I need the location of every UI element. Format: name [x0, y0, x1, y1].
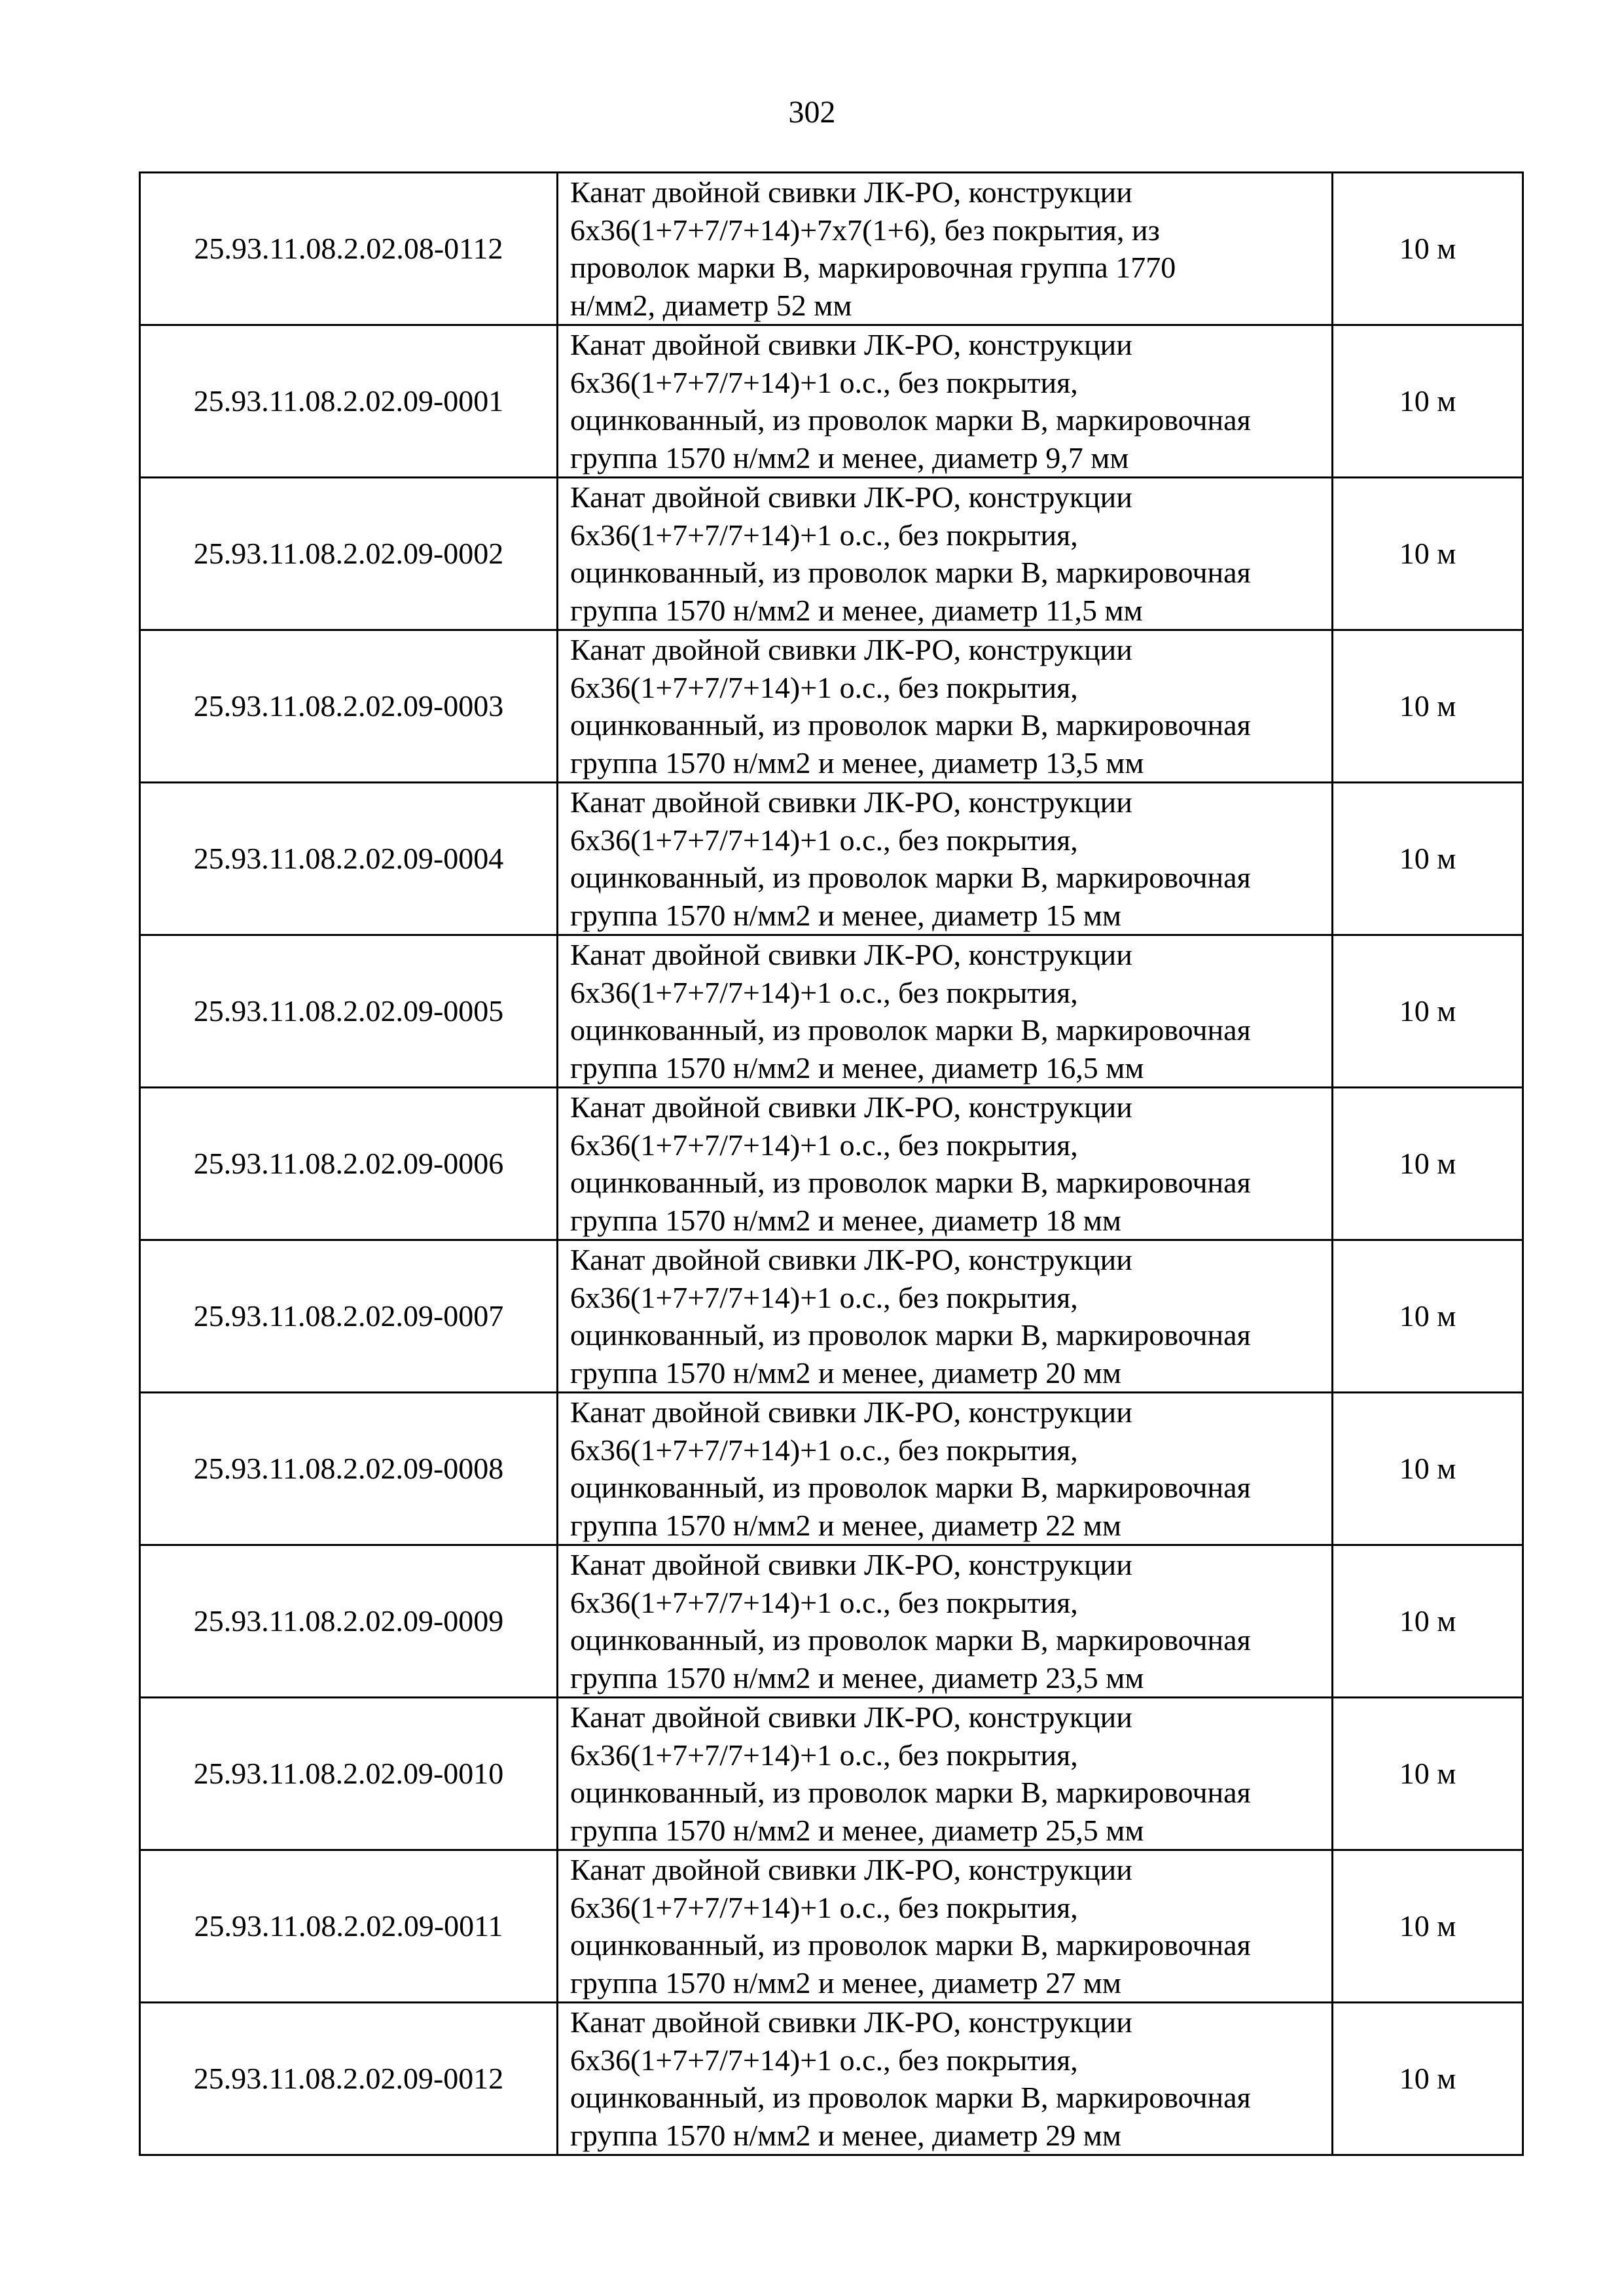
resource-description-cell [558, 478, 1333, 630]
description-line: Канат двойной свивки ЛК-РО, конструкции [570, 785, 1132, 819]
unit-cell: 10 м [1333, 478, 1523, 630]
description-line: Канат двойной свивки ЛК-РО, конструкции [570, 633, 1132, 666]
description-line: 6х36(1+7+7/7+14)+1 о.с., без покрытия, [570, 518, 1078, 552]
description-line: 6х36(1+7+7/7+14)+1 о.с., без покрытия, [570, 1585, 1078, 1619]
resource-code-cell: 25.93.11.08.2.02.09-0009 [140, 1545, 558, 1698]
resource-description-cell [558, 1545, 1333, 1698]
table-row [140, 325, 1523, 478]
description-line: группа 1570 н/мм2 и менее, диаметр 18 мм [570, 1203, 1121, 1237]
unit-cell: 10 м [1333, 935, 1523, 1088]
resource-description-cell [558, 1240, 1333, 1393]
description-line: оцинкованный, из проволок марки В, маркировочная [570, 2081, 1251, 2114]
resource-code-cell: 25.93.11.08.2.02.09-0012 [140, 2003, 558, 2155]
resource-table [139, 171, 1524, 2156]
description-line: проволок марки В, маркировочная группа 1770 [570, 251, 1176, 284]
description-line: Канат двойной свивки ЛК-РО, конструкции [570, 1548, 1132, 1581]
description-line: Канат двойной свивки ЛК-РО, конструкции [570, 1853, 1132, 1886]
unit-cell: 10 м [1333, 325, 1523, 478]
unit-cell: 10 м [1333, 1698, 1523, 1850]
table-row [140, 935, 1523, 1088]
resource-code-cell: 25.93.11.08.2.02.09-0005 [140, 935, 558, 1088]
unit-cell: 10 м [1333, 173, 1523, 325]
resource-code-cell: 25.93.11.08.2.02.09-0003 [140, 630, 558, 783]
description-line: оцинкованный, из проволок марки В, маркировочная [570, 1166, 1251, 1199]
resource-description-cell [558, 630, 1333, 783]
description-line: н/мм2, диаметр 52 мм [570, 288, 852, 322]
resource-description-cell [558, 2003, 1333, 2155]
resource-code-cell: 25.93.11.08.2.02.09-0001 [140, 325, 558, 478]
resource-description-cell [558, 173, 1333, 325]
unit-cell: 10 м [1333, 783, 1523, 935]
description-line: группа 1570 н/мм2 и менее, диаметр 27 мм [570, 1965, 1121, 2000]
description-line: 6х36(1+7+7/7+14)+1 о.с., без покрытия, [570, 1890, 1078, 1924]
description-line: группа 1570 н/мм2 и менее, диаметр 13,5 мм [570, 745, 1144, 780]
resource-description-cell [558, 1850, 1333, 2003]
description-line: Канат двойной свивки ЛК-РО, конструкции [570, 328, 1132, 361]
unit-cell: 10 м [1333, 1088, 1523, 1240]
unit-cell: 10 м [1333, 1240, 1523, 1393]
unit-cell: 10 м [1333, 1850, 1523, 2003]
description-line: Канат двойной свивки ЛК-РО, конструкции [570, 2005, 1132, 2039]
description-line: группа 1570 н/мм2 и менее, диаметр 20 мм [570, 1355, 1121, 1390]
table-row [140, 630, 1523, 783]
table-row [140, 478, 1523, 630]
description-line: оцинкованный, из проволок марки В, маркировочная [570, 1776, 1251, 1809]
description-line: 6х36(1+7+7/7+14)+1 о.с., без покрытия, [570, 1128, 1078, 1162]
table-body [140, 173, 1523, 2155]
description-line: Канат двойной свивки ЛК-РО, конструкции [570, 1700, 1132, 1734]
resource-code-cell: 25.93.11.08.2.02.09-0008 [140, 1393, 558, 1545]
description-line: 6х36(1+7+7/7+14)+1 о.с., без покрытия, [570, 670, 1078, 704]
resource-description-cell [558, 325, 1333, 478]
resource-code-cell: 25.93.11.08.2.02.09-0006 [140, 1088, 558, 1240]
description-line: 6х36(1+7+7/7+14)+1 о.с., без покрытия, [570, 975, 1078, 1009]
resource-description-cell [558, 935, 1333, 1088]
description-line: Канат двойной свивки ЛК-РО, конструкции [570, 1243, 1132, 1276]
description-line: 6х36(1+7+7/7+14)+1 о.с., без покрытия, [570, 823, 1078, 857]
description-line: группа 1570 н/мм2 и менее, диаметр 9,7 мм [570, 440, 1129, 475]
description-line: оцинкованный, из проволок марки В, маркировочная [570, 861, 1251, 894]
description-line: 6х36(1+7+7/7+14)+1 о.с., без покрытия, [570, 1280, 1078, 1314]
table-row [140, 1088, 1523, 1240]
description-line: Канат двойной свивки ЛК-РО, конструкции [570, 938, 1132, 971]
description-line: группа 1570 н/мм2 и менее, диаметр 15 мм [570, 898, 1121, 932]
table-row [140, 1698, 1523, 1850]
unit-cell: 10 м [1333, 2003, 1523, 2155]
description-line: группа 1570 н/мм2 и менее, диаметр 22 мм [570, 1508, 1121, 1542]
description-line: оцинкованный, из проволок марки В, маркировочная [570, 708, 1251, 742]
table-row [140, 1850, 1523, 2003]
description-line: Канат двойной свивки ЛК-РО, конструкции [570, 1395, 1132, 1429]
description-line: оцинкованный, из проволок марки В, маркировочная [570, 1318, 1251, 1352]
page-number: 302 [788, 95, 836, 130]
resource-description-cell [558, 1393, 1333, 1545]
resource-code-cell: 25.93.11.08.2.02.09-0007 [140, 1240, 558, 1393]
description-line: оцинкованный, из проволок марки В, маркировочная [570, 1471, 1251, 1504]
table-row [140, 173, 1523, 325]
description-line: 6х36(1+7+7/7+14)+1 о.с., без покрытия, [570, 2043, 1078, 2077]
resource-code-cell: 25.93.11.08.2.02.09-0004 [140, 783, 558, 935]
description-line: группа 1570 н/мм2 и менее, диаметр 11,5 мм [570, 593, 1143, 627]
description-line: 6х36(1+7+7/7+14)+1 о.с., без покрытия, [570, 1433, 1078, 1467]
description-line: 6х36(1+7+7/7+14)+1 о.с., без покрытия, [570, 1738, 1078, 1772]
description-line: 6х36(1+7+7/7+14)+7х7(1+6), без покрытия, из [570, 213, 1160, 247]
description-line: группа 1570 н/мм2 и менее, диаметр 16,5 мм [570, 1050, 1144, 1085]
description-line: оцинкованный, из проволок марки В, маркировочная [570, 556, 1251, 589]
description-line: группа 1570 н/мм2 и менее, диаметр 29 мм [570, 2118, 1121, 2152]
resource-description-cell [558, 783, 1333, 935]
table-row [140, 2003, 1523, 2155]
description-line: Канат двойной свивки ЛК-РО, конструкции [570, 1090, 1132, 1124]
resource-description-cell [558, 1698, 1333, 1850]
unit-cell: 10 м [1333, 1393, 1523, 1545]
unit-cell: 10 м [1333, 630, 1523, 783]
table-row [140, 1240, 1523, 1393]
description-line: оцинкованный, из проволок марки В, маркировочная [570, 1013, 1251, 1047]
unit-cell: 10 м [1333, 1545, 1523, 1698]
table-row [140, 1393, 1523, 1545]
description-line: группа 1570 н/мм2 и менее, диаметр 25,5 мм [570, 1813, 1144, 1847]
table-row [140, 783, 1523, 935]
description-line: Канат двойной свивки ЛК-РО, конструкции [570, 175, 1132, 209]
description-line: оцинкованный, из проволок марки В, маркировочная [570, 1623, 1251, 1657]
description-line: оцинкованный, из проволок марки В, маркировочная [570, 1928, 1251, 1962]
description-line: Канат двойной свивки ЛК-РО, конструкции [570, 480, 1132, 514]
resource-code-cell: 25.93.11.08.2.02.09-0002 [140, 478, 558, 630]
table-row [140, 1545, 1523, 1698]
description-line: группа 1570 н/мм2 и менее, диаметр 23,5 мм [570, 1660, 1144, 1695]
resource-code-cell: 25.93.11.08.2.02.08-0112 [140, 173, 558, 325]
resource-code-cell: 25.93.11.08.2.02.09-0011 [140, 1850, 558, 2003]
description-line: оцинкованный, из проволок марки В, маркировочная [570, 403, 1251, 437]
resource-code-cell: 25.93.11.08.2.02.09-0010 [140, 1698, 558, 1850]
resource-description-cell [558, 1088, 1333, 1240]
description-line: 6х36(1+7+7/7+14)+1 о.с., без покрытия, [570, 365, 1078, 399]
